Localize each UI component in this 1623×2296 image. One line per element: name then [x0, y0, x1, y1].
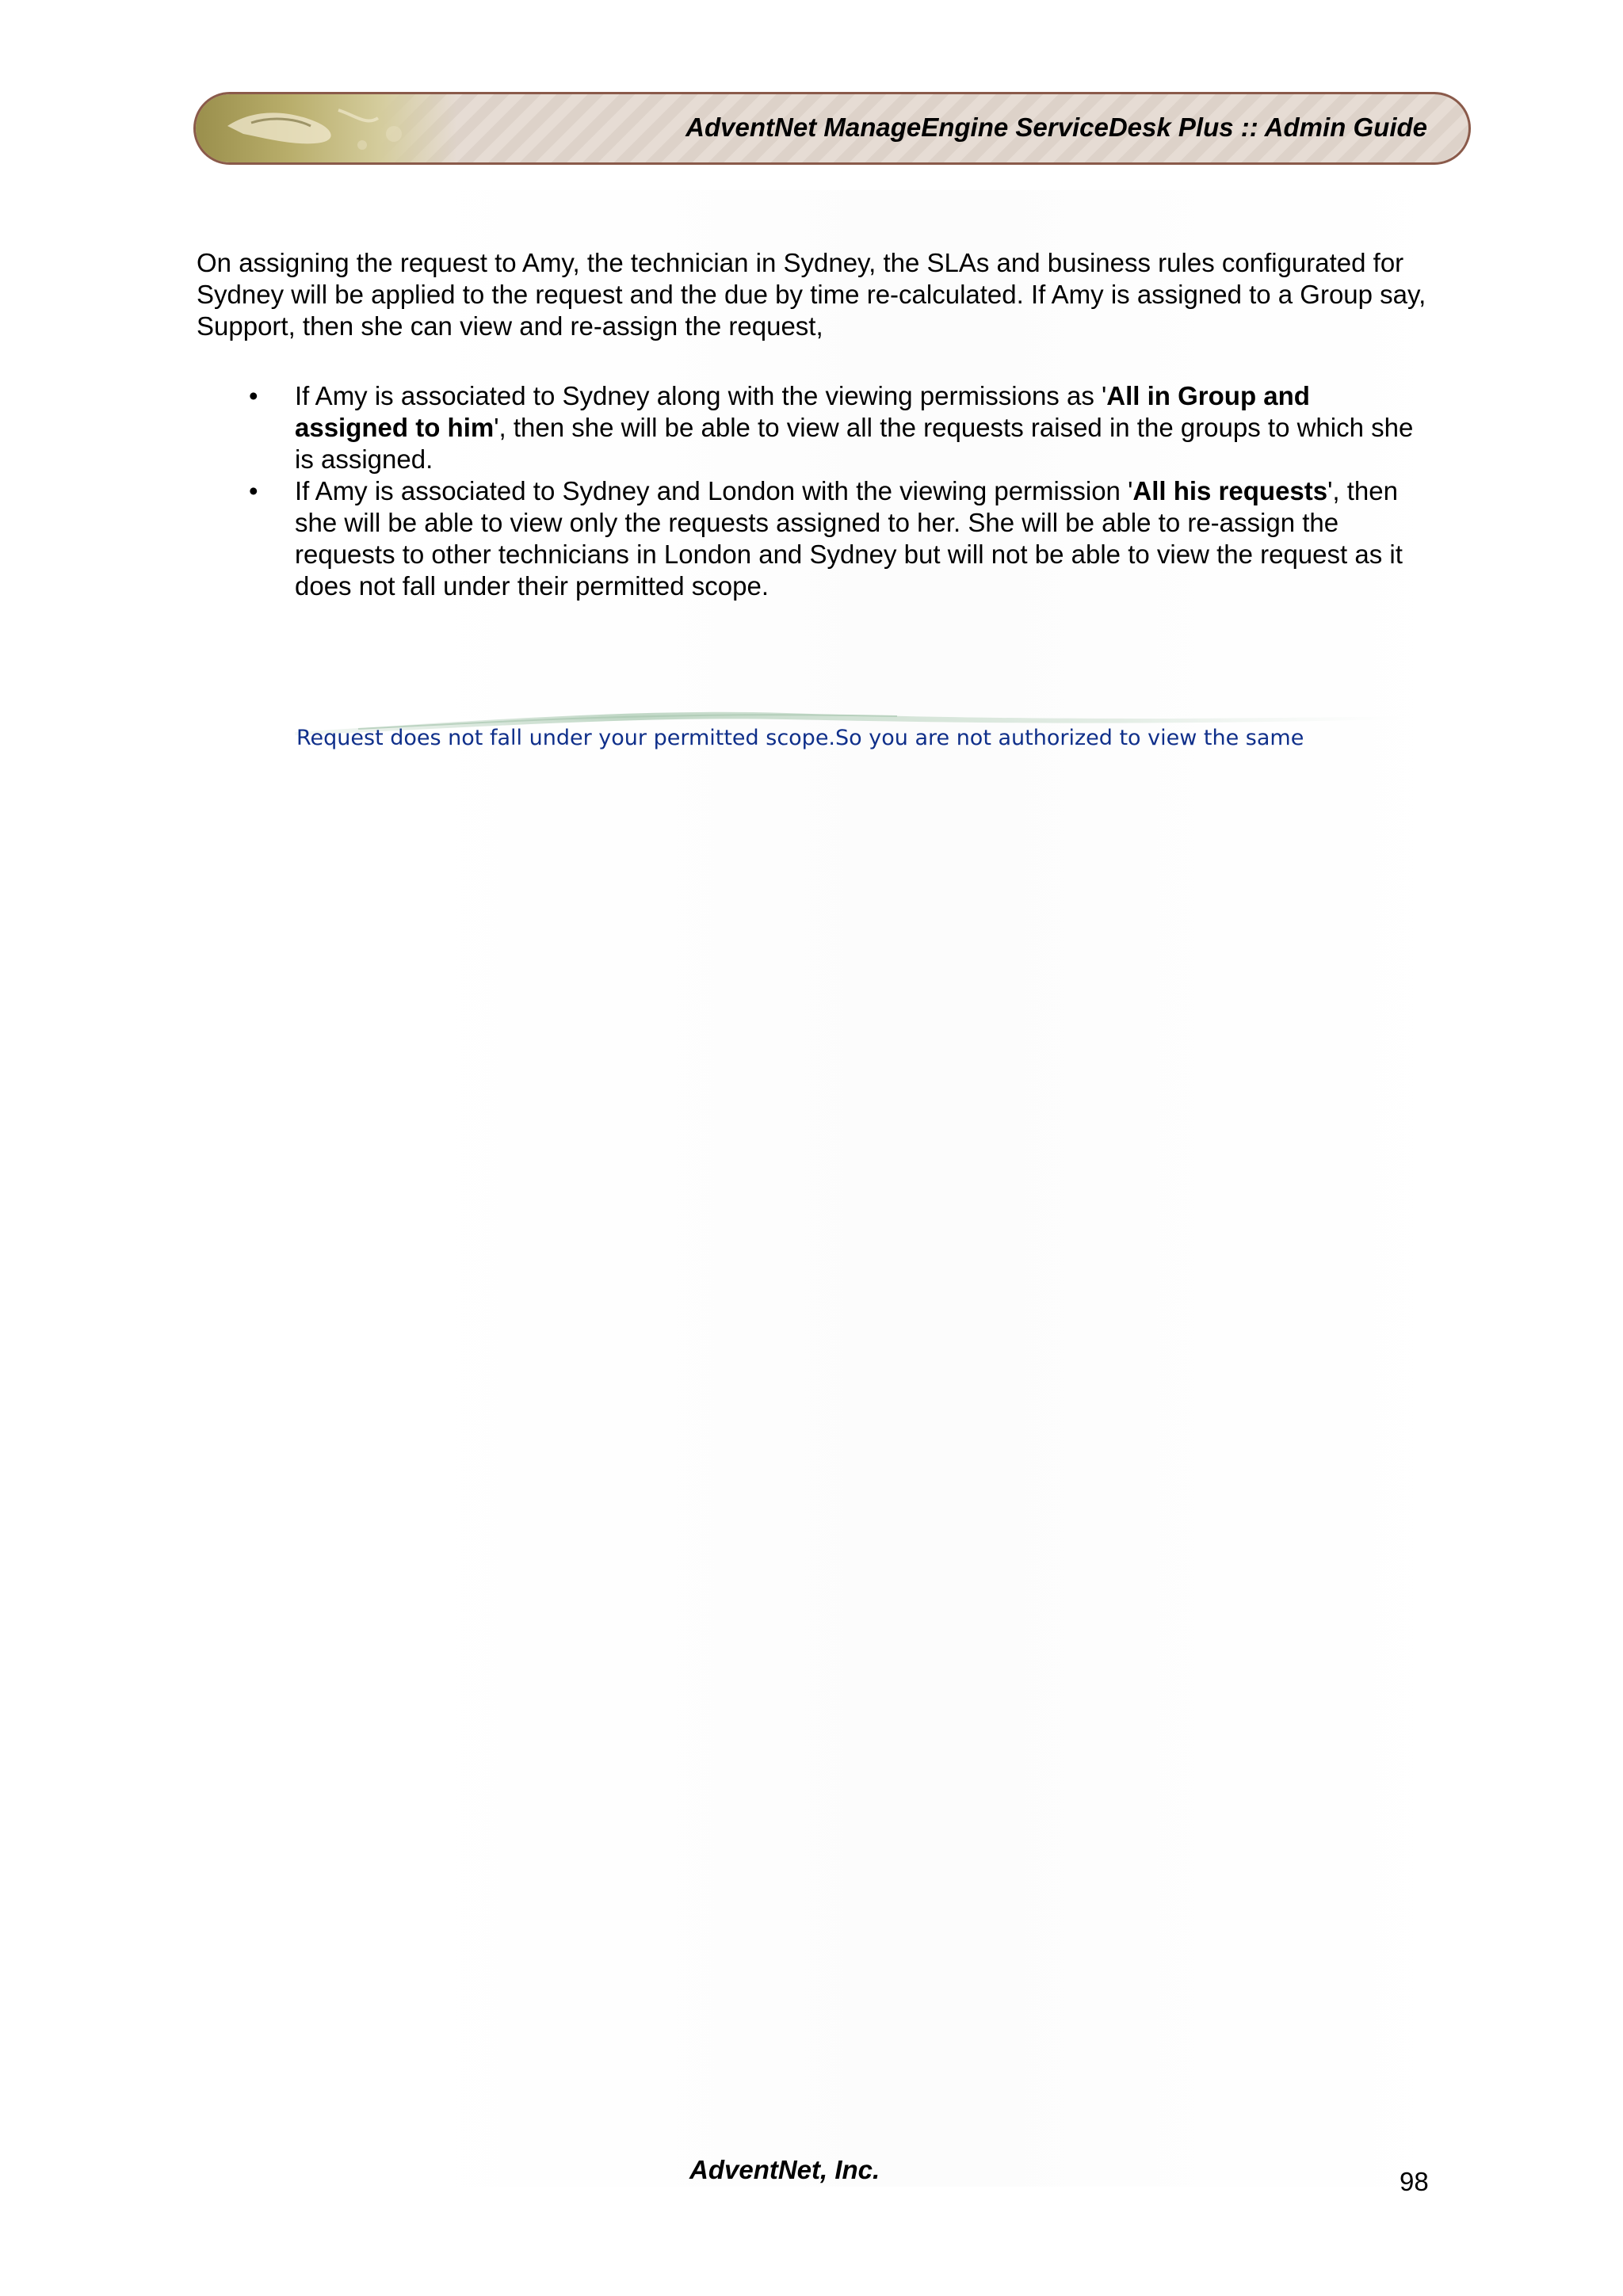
bullet-text-start: If Amy is associated to Sydney and London with the viewing permission ' [295, 476, 1133, 505]
bullet-marker: • [249, 476, 258, 505]
bullet-text-end: ', then she will be able to view only the requests assigned to her. She will be able to re-assign the requests to other technicians in London and Sydney but will not be able to view the request as it does not fall under their permitted scope. [295, 476, 1403, 601]
footer-company-name: AdventNet, Inc. [689, 2155, 880, 2184]
bullet-text-end: ', then she will be able to view all the requests raised in the groups to which she is assigned. [295, 413, 1414, 474]
header-decorative-art [196, 94, 457, 162]
decorative-swirl-icon [196, 94, 457, 162]
bullet-item-group-permission [249, 380, 1428, 475]
page-number: 98 [1400, 2167, 1429, 2196]
scope-notice-screenshot [295, 705, 1404, 761]
header-title: AdventNet ManageEngine ServiceDesk Plus :: Admin Guide [685, 113, 1427, 142]
bullet-item-own-requests-permission [249, 475, 1428, 602]
bullet-marker: • [249, 381, 258, 410]
bullet-text-start: If Amy is associated to Sydney along with the viewing permissions as ' [295, 381, 1107, 410]
scope-notice-message: Request does not fall under your permitted scope.So you are not authorized to view the same [296, 726, 1304, 750]
permission-bullet-list [249, 380, 1428, 602]
header-banner [193, 92, 1471, 165]
intro-paragraph: On assigning the request to Amy, the technician in Sydney, the SLAs and business rules configurated for Sydney will be applied to the request and the due by time re-calculated. If Amy is assigned to a Group say, Support, then she can view and re-assign the request, [197, 248, 1426, 341]
bullet-bold-permission: All his requests [1132, 476, 1328, 505]
bullet-bold-permission: All in Group and assigned to him [295, 381, 1310, 442]
